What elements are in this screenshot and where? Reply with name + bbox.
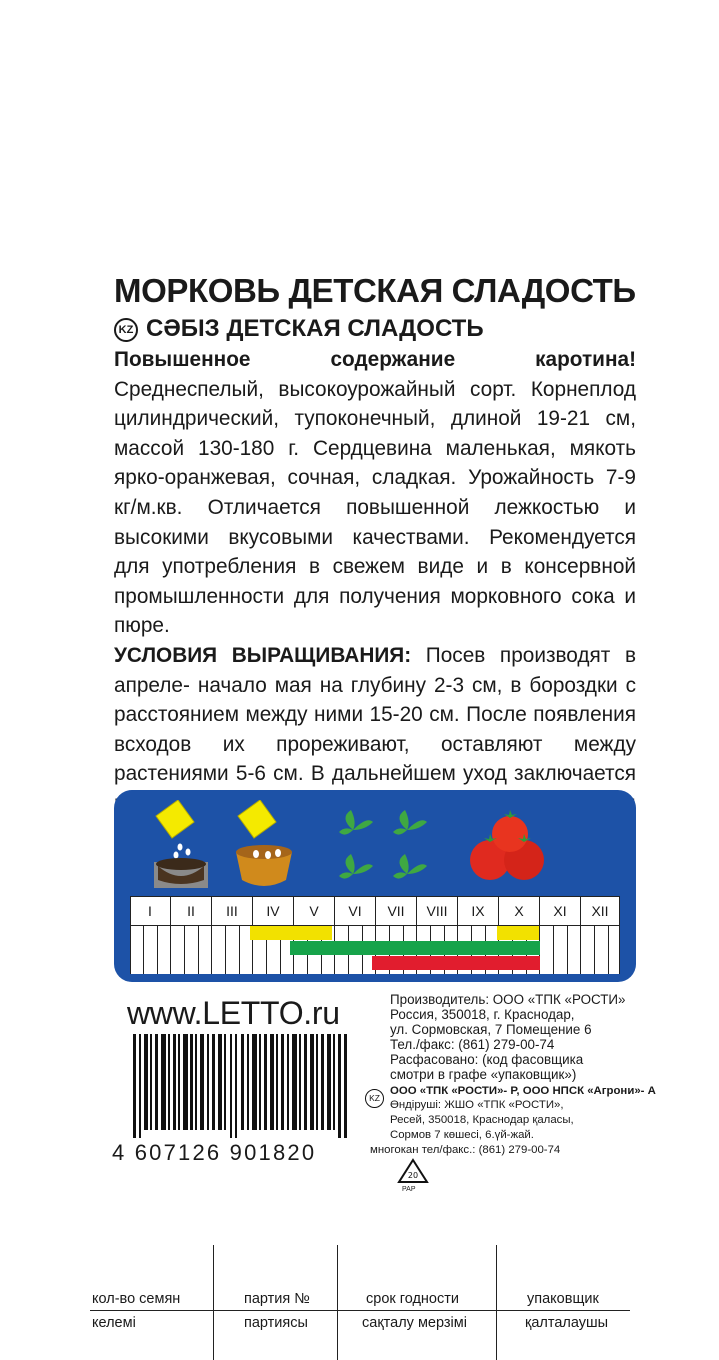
manufacturer-line: Тел./факс: (861) 279-00-74 (390, 1037, 555, 1052)
month-grid (130, 896, 620, 974)
field-seed-count-ru: кол-во семян (92, 1291, 181, 1307)
barcode-icon (133, 1034, 347, 1138)
field-expiry-kz: сақталу мерзімі (362, 1315, 467, 1331)
manufacturer-line: Расфасовано: (код фасовщика (390, 1052, 584, 1067)
description-body: Среднеспелый, высокоурожайный сорт. Корнеплод цилиндрический, тупоконечный, длиной 19-21 см, массой 130-180 г. Сердцевина маленькая, мякоть ярко-оранжевая, сочная, сладкая. Урожайность 7-9 кг/м.кв. Отличается повышенной лежкостью и высокими вкусовыми качествами. Рекомендуется для употребления в свежем виде и в консервной промышленности для получения морковного сока и пюре. (114, 377, 636, 638)
manufacturer-line: Производитель: ООО «ТПК «РОСТИ» (390, 992, 626, 1007)
growing-bar (290, 941, 540, 955)
sowing-bar-winter (497, 926, 539, 940)
tomatoes-icon (466, 808, 548, 888)
harvest-bar (372, 956, 540, 970)
conditions-body: Посев производят в апреле- начало мая на глубину 2-3 см, в бороздки с расстоянием между ними 15-20 см. После появления всходов их прореживают, оставляют между растениями 5-6 см. В дальнейшем уход заключается (114, 643, 636, 786)
barcode-number: 4 607126 901820 (112, 1140, 317, 1165)
field-packer-kz: қалталаушы (525, 1315, 609, 1331)
divider (496, 1245, 497, 1360)
field-batch-kz: партиясы (244, 1315, 308, 1331)
month-label: XI (540, 896, 581, 926)
month-label: IV (253, 896, 294, 926)
description (114, 345, 636, 848)
month-label: V (294, 896, 335, 926)
product-subtitle-kz (114, 315, 484, 343)
seed-packet-pot-icon (150, 800, 222, 888)
field-expiry-ru: срок годности (366, 1291, 459, 1307)
field-seed-count-kz: келемі (92, 1315, 136, 1331)
month-label: IX (458, 896, 499, 926)
manufacturer-line: смотри в графе «упаковщик») (390, 1067, 577, 1082)
divider (213, 1245, 214, 1360)
manufacturer-line: Россия, 350018, г. Краснодар, (390, 1007, 575, 1022)
kz-badge-icon-2: KZ (365, 1089, 384, 1108)
manufacturer-kz-line: Сормов 7 көшесі, 6.үй-жай. (390, 1129, 534, 1141)
recycle-code: PAP (402, 1186, 416, 1193)
divider (337, 1245, 338, 1360)
month-label: VIII (417, 896, 458, 926)
month-label: XII (581, 896, 620, 926)
description-lead: Повышенное содержание каротина! (114, 348, 636, 371)
kz-badge-icon: KZ (114, 318, 138, 342)
packer-codes: ООО «ТПК «РОСТИ»- Р, ООО НПСК «Агрони»- А (390, 1085, 656, 1097)
field-packer-ru: упаковщик (527, 1291, 599, 1307)
manufacturer-kz-line: Өндіруші: ЖШО «ТПК «РОСТИ», (390, 1099, 564, 1111)
seedlings-icon (335, 800, 445, 888)
divider (90, 1310, 630, 1311)
conditions-title: УСЛОВИЯ ВЫРАЩИВАНИЯ: (114, 643, 412, 667)
seed-packet-pot-icon-2 (232, 800, 304, 888)
month-label: VI (335, 896, 376, 926)
website-url: www.LETTO.ru (127, 995, 340, 1031)
month-label: X (499, 896, 540, 926)
manufacturer-kz-line: многокан тел/факс.: (861) 279-00-74 (370, 1144, 561, 1156)
recycle-icon (396, 1158, 430, 1186)
manufacturer-kz-line: Ресей, 350018, Краснодар қаласы, (390, 1114, 574, 1126)
field-batch-ru: партия № (244, 1291, 310, 1307)
subtitle-text: СӘБІЗ ДЕТСКАЯ СЛАДОСТЬ (146, 315, 484, 342)
sowing-bar-spring (250, 926, 332, 940)
manufacturer-line: ул. Сормовская, 7 Помещение 6 (390, 1022, 592, 1037)
month-label: VII (376, 896, 417, 926)
month-label: II (171, 896, 212, 926)
month-label: III (212, 896, 253, 926)
svg-text:20: 20 (407, 1171, 419, 1180)
product-title: МОРКОВЬ ДЕТСКАЯ СЛАДОСТЬ (114, 272, 636, 309)
month-label: I (130, 896, 171, 926)
